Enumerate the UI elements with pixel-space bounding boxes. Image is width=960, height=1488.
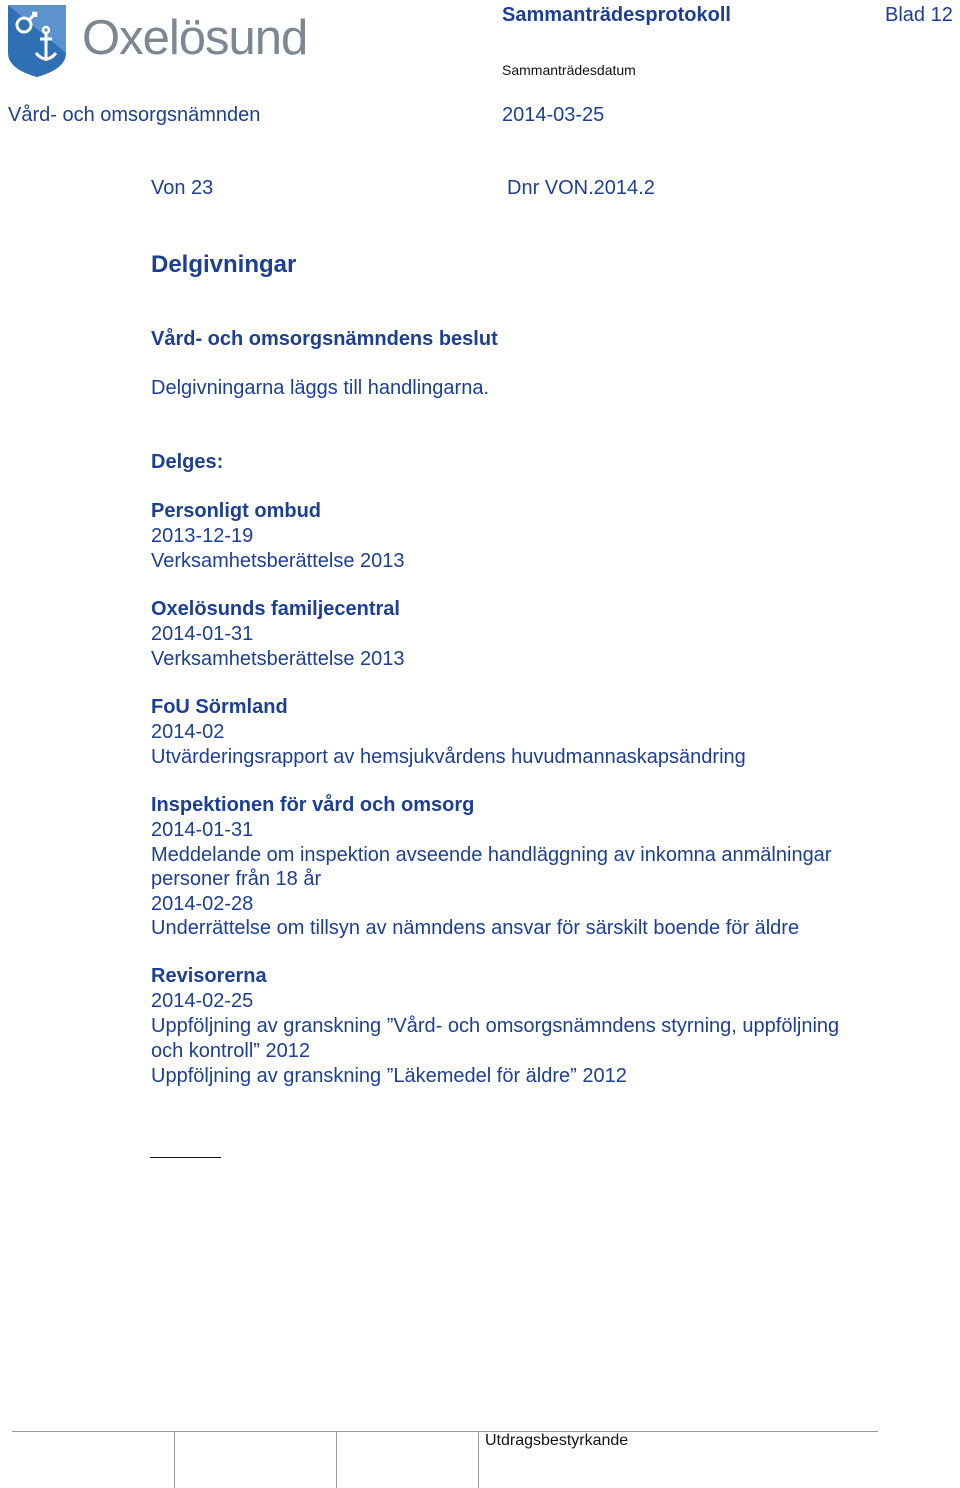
municipality-name: Oxelösund	[82, 11, 308, 65]
item-line: Underrättelse om tillsyn av nämndens ansvar för särskilt boende för äldre	[151, 917, 800, 939]
item-line: och kontroll” 2012	[151, 1040, 310, 1062]
extract-certification-label: Utdragsbestyrkande	[485, 1432, 629, 1449]
meeting-date-label: Sammanträdesdatum	[502, 62, 636, 78]
decision-text: Delgivningarna läggs till handlingarna.	[151, 377, 489, 399]
item-line: 2014-01-31	[151, 819, 254, 841]
footer-signature-cell	[336, 1431, 337, 1488]
footer-signature-cell	[478, 1431, 479, 1488]
sender-revisorerna: Revisorerna	[151, 965, 267, 987]
sender-fou-sormland: FoU Sörmland	[151, 696, 288, 718]
item-line: Utvärderingsrapport av hemsjukvårdens huvudmannaskapsändring	[151, 746, 746, 768]
item-line: 2014-02	[151, 721, 225, 743]
sender-familjecentral: Oxelösunds familjecentral	[151, 598, 400, 620]
municipal-shield-logo	[6, 3, 68, 79]
item-line: Meddelande om inspektion avseende handläggning av inkomna anmälningar	[151, 844, 832, 866]
committee-name: Vård- och omsorgsnämnden	[8, 104, 261, 126]
diary-number: Dnr VON.2014.2	[507, 177, 655, 199]
delges-label: Delges:	[151, 451, 224, 473]
item-line: Uppföljning av granskning ”Läkemedel för äldre” 2012	[151, 1065, 627, 1087]
footer-signature-cell	[174, 1431, 175, 1488]
item-line: 2013-12-19	[151, 525, 254, 547]
footer-rule	[12, 1431, 878, 1432]
section-heading: Delgivningar	[151, 251, 297, 278]
sender-ivo: Inspektionen för vård och omsorg	[151, 794, 475, 816]
item-line: Verksamhetsberättelse 2013	[151, 648, 405, 670]
item-line: personer från 18 år	[151, 868, 322, 890]
page-number: Blad 12	[885, 4, 953, 26]
item-line: 2014-02-28	[151, 893, 254, 915]
item-line: Uppföljning av granskning ”Vård- och omsorgsnämndens styrning, uppföljning	[151, 1015, 840, 1037]
item-line: 2014-02-25	[151, 990, 254, 1012]
section-number: Von 23	[151, 177, 214, 199]
item-line: 2014-01-31	[151, 623, 254, 645]
decision-heading: Vård- och omsorgsnämndens beslut	[151, 328, 498, 350]
item-line: Verksamhetsberättelse 2013	[151, 550, 405, 572]
meeting-date: 2014-03-25	[502, 104, 605, 126]
signature-rule	[150, 1157, 221, 1158]
sender-personligt-ombud: Personligt ombud	[151, 500, 321, 522]
document-title: Sammanträdesprotokoll	[502, 4, 731, 26]
